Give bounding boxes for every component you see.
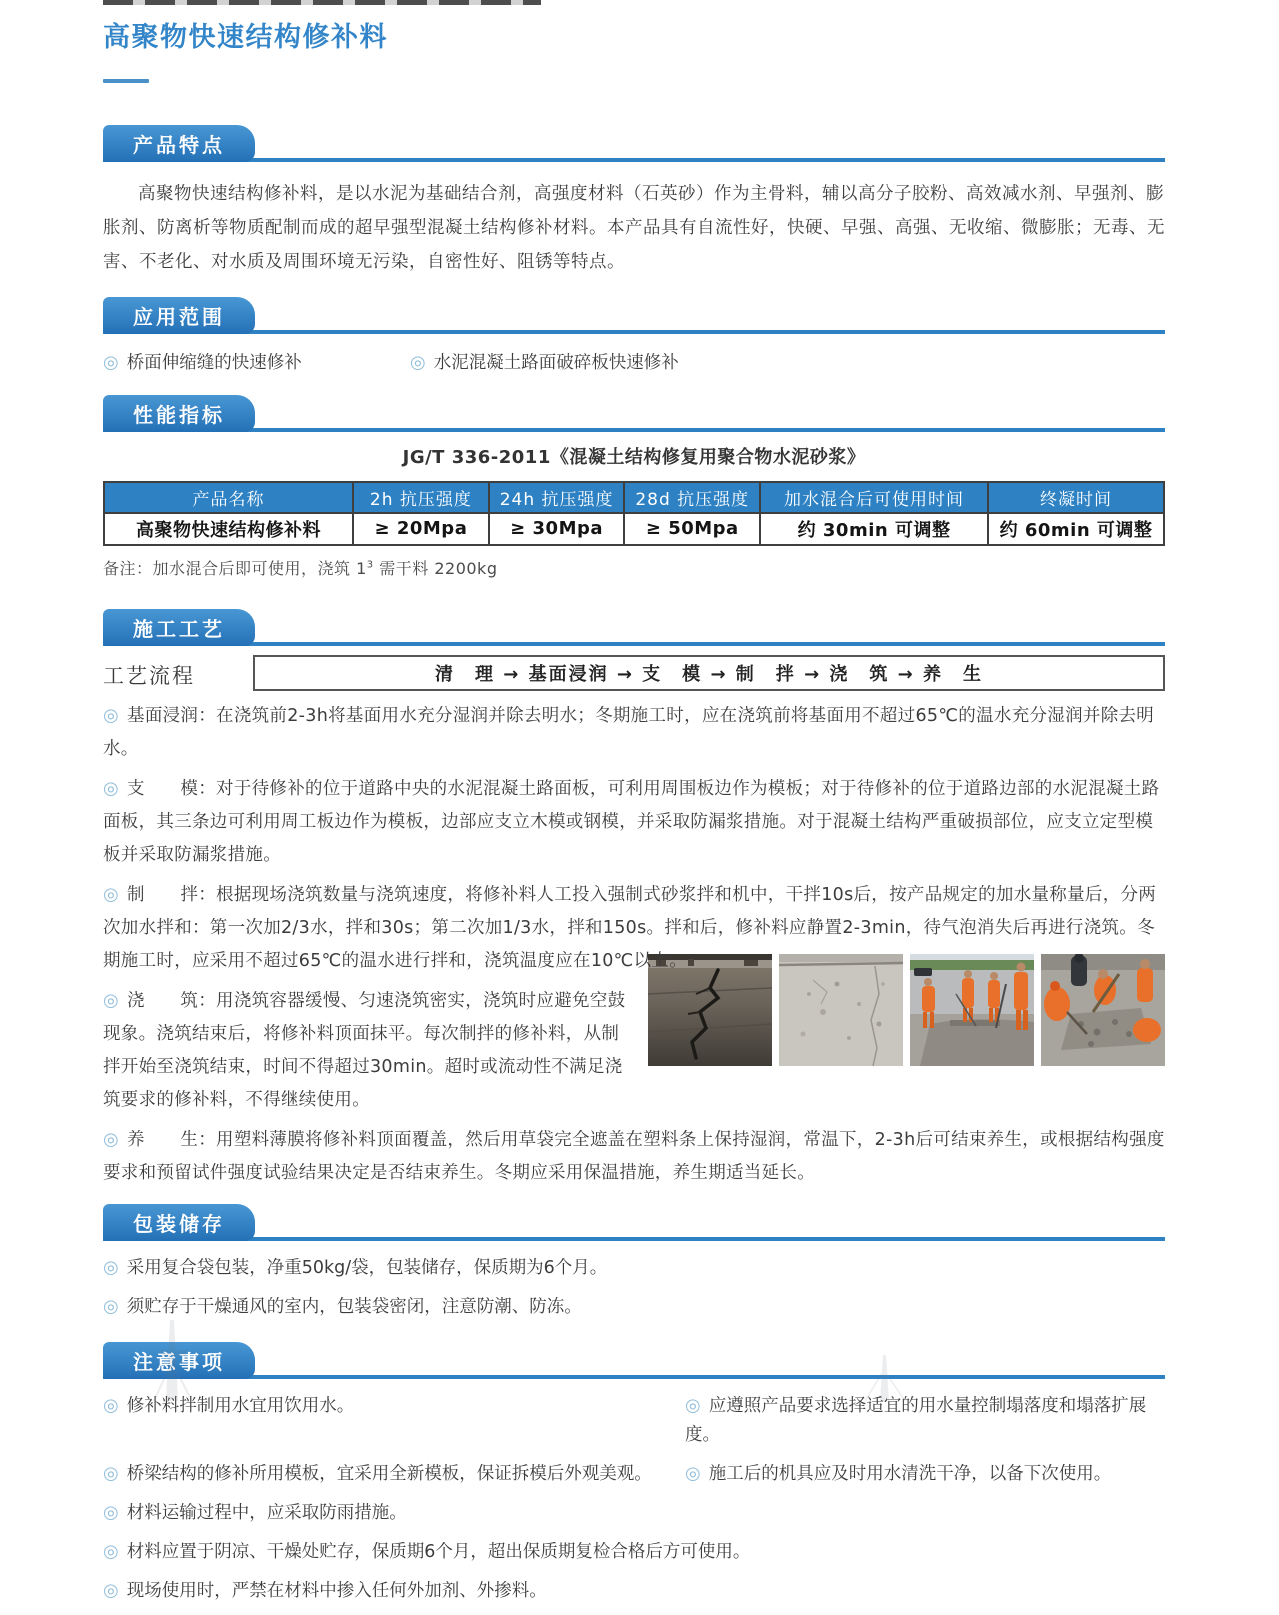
construction-photo-damaged-slab — [779, 954, 903, 1066]
flow-label: 工艺流程 — [103, 663, 195, 688]
process-steps — [103, 699, 1165, 1190]
flow-diagram-box: 清 理 → 基面浸润 → 支 模 → 制 拌 → 浇 筑 → 养 生 — [253, 655, 1165, 691]
precaution-text: 桥梁结构的修补所用模板，宜采用全新模板，保证拆模后外观美观。 — [126, 1463, 652, 1484]
precaution-item — [103, 1537, 1165, 1567]
column-header: 产品名称 — [104, 482, 353, 513]
ring-bullet-icon — [103, 1130, 127, 1150]
application-item-label: 水泥混凝土路面破碎板快速修补 — [433, 352, 679, 373]
watermark-structure — [855, 1355, 915, 1401]
precaution-item — [685, 1391, 1165, 1450]
section-header-applications — [103, 297, 1165, 334]
precaution-items — [103, 1391, 1165, 1606]
storage-item — [103, 1253, 1165, 1283]
precaution-item — [103, 1459, 685, 1489]
note-text: 需干料 2200kg — [373, 558, 498, 578]
storage-item — [103, 1292, 1165, 1322]
ring-bullet-icon — [103, 706, 127, 726]
column-header: 2h 抗压强度 — [353, 482, 489, 513]
ring-bullet-icon — [103, 885, 127, 905]
precaution-item — [103, 1576, 1165, 1606]
section-tab-performance: 性能指标 — [103, 395, 255, 432]
column-header: 加水混合后可使用时间 — [760, 482, 988, 513]
note-text: 备注：加水混合后即可使用，浇筑 1 — [103, 558, 367, 578]
application-item — [410, 349, 679, 374]
precaution-item — [103, 1498, 1165, 1528]
table-note — [103, 556, 1165, 579]
column-header: 24h 抗压强度 — [489, 482, 625, 513]
precaution-text: 材料应置于阴凉、干燥处贮存，保质期6个月，超出保质期复检合格后方可使用。 — [126, 1541, 751, 1562]
watermark-structure — [140, 1320, 230, 1401]
features-paragraph: 高聚物快速结构修补料，是以水泥为基础结合剂，高强度材料（石英砂）作为主骨料，辅以高分子胶粉、高效减水剂、早强剂、膨胀剂、防离析等物质配制而成的超早强型混凝土结构修补材料。本产品具有自流性好，快硬、早强、高强、无收缩、微膨胀；无毒、无害、不老化、对水质及周围环境无污染，自密性好、阻锈等特点。 — [103, 184, 1165, 272]
precaution-text: 施工后的机具应及时用水清洗干净，以备下次使用。 — [708, 1463, 1112, 1484]
ring-bullet-icon — [103, 1503, 127, 1523]
process-step — [103, 699, 1165, 766]
process-step-text: 支 模：对于待修补的位于道路中央的水泥混凝土路面板，可利用周围板边作为模板；对于待修补的位于道路边部的水泥混凝土路面板，其三条边可利用周工板边作为模板，边部应支立木模或钢模，并采取防漏浆措施。对于混凝土结构严重破损部位，应支立定型模板并采取防漏浆措施。 — [103, 778, 1160, 865]
column-header: 终凝时间 — [988, 482, 1164, 513]
process-flow-row — [103, 655, 1165, 691]
ring-bullet-icon — [103, 991, 127, 1011]
section-tab-applications: 应用范围 — [103, 297, 255, 334]
ring-bullet-icon — [103, 1464, 127, 1484]
ring-bullet-icon — [685, 1464, 709, 1484]
note-superscript: 3 — [366, 559, 374, 571]
section-tab-features: 产品特点 — [103, 125, 255, 162]
ring-bullet-icon — [103, 1258, 127, 1278]
standard-caption: JG/T 336-2011《混凝土结构修复用聚合物水泥砂浆》 — [402, 446, 866, 468]
section-header-process — [103, 609, 1165, 646]
ring-bullet-icon — [103, 1297, 127, 1317]
ring-bullet-icon — [103, 779, 127, 799]
table-row — [104, 513, 1164, 545]
storage-item-text: 须贮存于干燥通风的室内，包装袋密闭，注意防潮、防冻。 — [126, 1296, 582, 1317]
process-step-text: 浇 筑：用浇筑容器缓慢、匀速浇筑密实，浇筑时应避免空鼓现象。浇筑结束后，将修补料顶面抹平。每次制拌的修补料，从制拌开始至浇筑结束，时间不得超过30min。超时或流动性不满足浇筑要求的修补料，不得继续使用。 — [103, 990, 626, 1110]
table-cell: ≥ 20Mpa — [353, 513, 489, 545]
process-step — [103, 1123, 1165, 1190]
section-header-precautions — [103, 1342, 1165, 1379]
process-step-text: 基面浸润：在浇筑前2-3h将基面用水充分湿润并除去明水；冬期施工时，应在浇筑前将基面用不超过65℃的温水充分湿润并除去明水。 — [103, 705, 1155, 759]
section-tab-process: 施工工艺 — [103, 609, 255, 646]
precaution-item — [685, 1459, 1111, 1489]
precaution-row — [103, 1459, 1165, 1489]
ring-bullet-icon — [103, 1396, 127, 1416]
process-step-text: 制 拌：根据现场浇筑数量与浇筑速度，将修补料人工投入强制式砂浆拌和机中，干拌10s后，按产品规定的加水量称量后，分两次加水拌和：第一次加2/3水，拌和30s；第二次加1/3水，拌和150s。拌和后，修补料应静置2-3min，待气泡消失后再进行浇筑。冬期施工时，应采用不超过65℃的温水进行拌和，浇筑温度应在10℃以上。 — [103, 884, 1157, 971]
process-step — [103, 772, 1165, 872]
section-tab-precautions: 注意事项 — [103, 1342, 255, 1379]
title-underline — [103, 79, 149, 83]
precaution-text: 应遵照产品要求选择适宜的用水量控制塌落度和塌落扩展度。 — [685, 1395, 1147, 1445]
table-cell: 高聚物快速结构修补料 — [104, 513, 353, 545]
construction-photo-road-repair — [910, 954, 1034, 1066]
ring-bullet-icon — [685, 1396, 709, 1416]
storage-item-text: 采用复合袋包装，净重50kg/袋，包装储存，保质期为6个月。 — [126, 1257, 608, 1278]
application-items — [103, 349, 1165, 374]
table-cell: ≥ 50Mpa — [624, 513, 760, 545]
storage-items — [103, 1253, 1165, 1322]
ring-bullet-icon — [103, 1581, 127, 1601]
ring-bullet-icon — [103, 353, 127, 373]
precaution-text: 材料运输过程中，应采取防雨措施。 — [126, 1502, 407, 1523]
precaution-row — [103, 1391, 1165, 1450]
ring-bullet-icon — [410, 353, 434, 373]
table-header-row — [104, 482, 1164, 513]
application-item — [103, 349, 410, 374]
construction-photo-manual-patching — [1041, 954, 1165, 1066]
section-header-storage — [103, 1204, 1165, 1241]
application-item-label: 桥面伸缩缝的快速修补 — [126, 352, 302, 373]
page-title: 高聚物快速结构修补料 — [103, 22, 388, 53]
table-cell: 约 60min 可调整 — [988, 513, 1164, 545]
table-cell: ≥ 30Mpa — [489, 513, 625, 545]
cropped-text-fragment — [103, 0, 541, 5]
precaution-text: 现场使用时，严禁在材料中掺入任何外加剂、外掺料。 — [126, 1580, 547, 1601]
performance-table — [103, 481, 1165, 546]
construction-photos — [648, 954, 1165, 1066]
ring-bullet-icon — [103, 1542, 127, 1562]
section-tab-storage: 包装储存 — [103, 1204, 255, 1241]
precaution-text: 修补料拌制用水宜用饮用水。 — [126, 1395, 355, 1416]
process-step-text: 养 生：用塑料薄膜将修补料顶面覆盖，然后用草袋完全遮盖在塑料条上保持湿润，常温下，2-3h后可结束养生，或根据结构强度要求和预留试件强度试验结果决定是否结束养生。冬期应采用保温措施，养生期适当延长。 — [103, 1129, 1165, 1183]
document-page — [103, 0, 1165, 1615]
section-header-performance — [103, 395, 1165, 432]
column-header: 28d 抗压强度 — [624, 482, 760, 513]
table-cell: 约 30min 可调整 — [760, 513, 988, 545]
section-header-features — [103, 125, 1165, 162]
